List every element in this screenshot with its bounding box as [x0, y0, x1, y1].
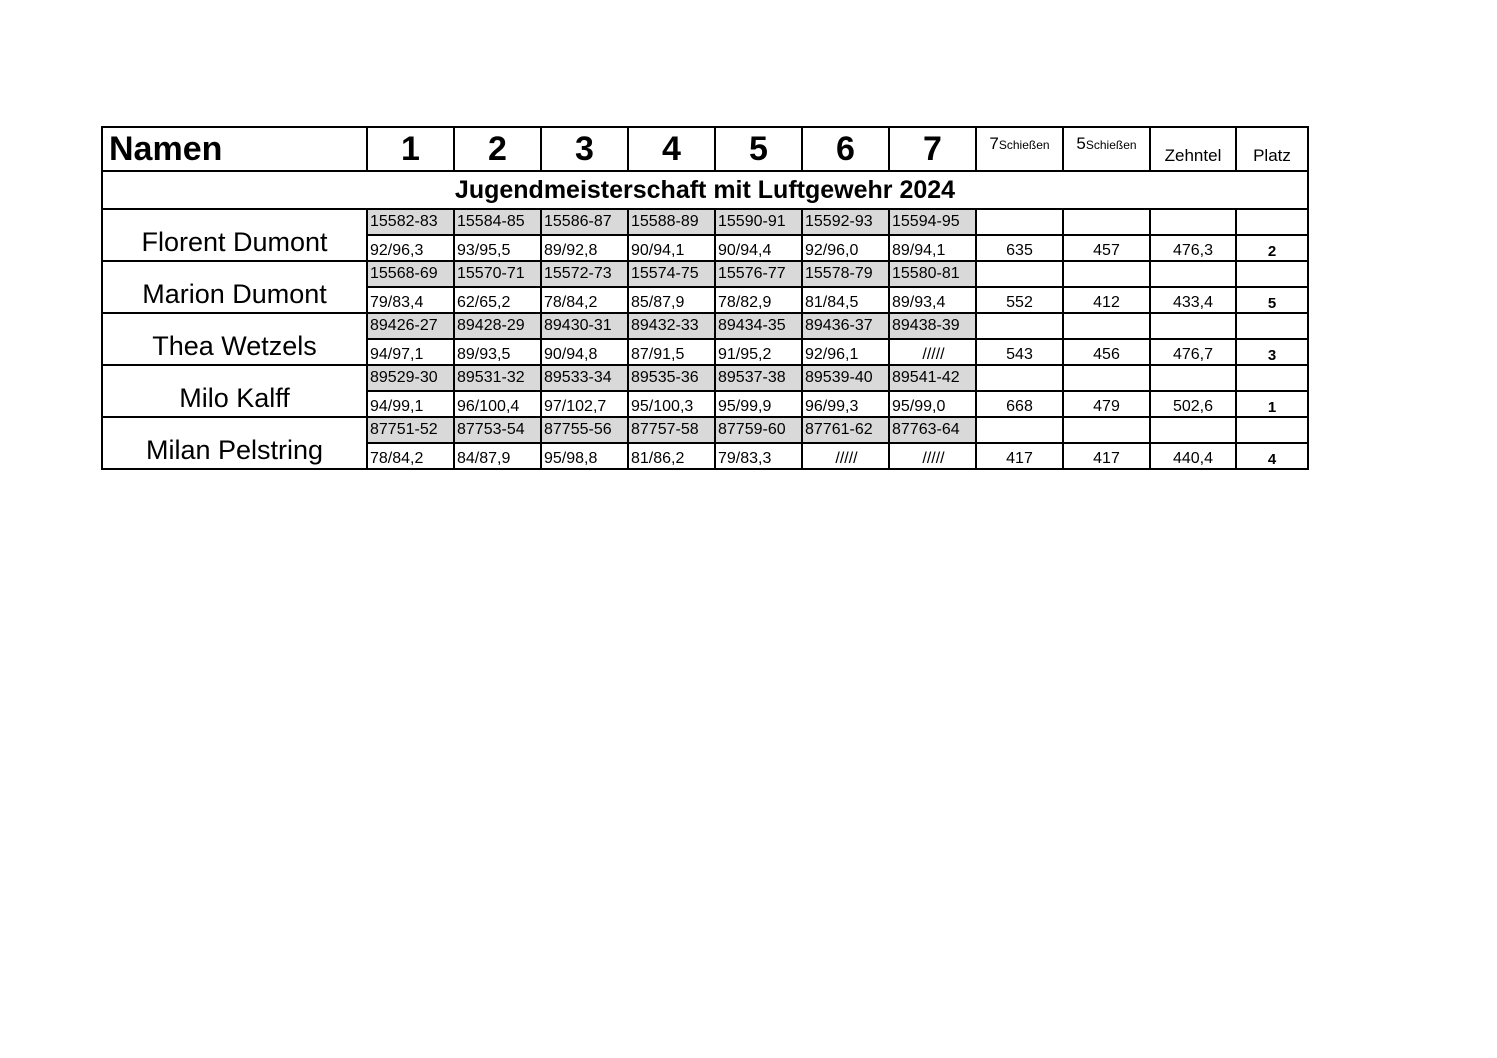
target-serial-cell: 87755-56 [541, 417, 628, 443]
score-cell: 84/87,9 [454, 443, 541, 469]
target-serial-cell: 15578-79 [802, 261, 889, 287]
score-cell: ///// [889, 443, 976, 469]
rank-cell: 5 [1236, 287, 1308, 313]
empty-cell [1150, 209, 1236, 235]
empty-cell [1236, 365, 1308, 391]
score-cell: 78/84,2 [367, 443, 454, 469]
names-header: Namen [102, 127, 367, 171]
target-serial-cell: 89430-31 [541, 313, 628, 339]
score-cell: 89/92,8 [541, 235, 628, 261]
empty-cell [1063, 261, 1150, 287]
round-6-header: 6 [802, 127, 889, 171]
score-cell: 95/98,8 [541, 443, 628, 469]
target-serial-cell: 89436-37 [802, 313, 889, 339]
participant-name: Thea Wetzels [102, 313, 367, 365]
empty-cell [976, 209, 1063, 235]
participant-name: Milo Kalff [102, 365, 367, 417]
seven-shootings-total: 417 [976, 443, 1063, 469]
target-serial-cell: 89539-40 [802, 365, 889, 391]
score-cell: 94/99,1 [367, 391, 454, 417]
score-cell: 90/94,1 [628, 235, 715, 261]
score-cell: 92/96,3 [367, 235, 454, 261]
five-shootings-total: 412 [1063, 287, 1150, 313]
target-serial-cell: 15572-73 [541, 261, 628, 287]
target-serial-cell: 15580-81 [889, 261, 976, 287]
score-cell: 96/100,4 [454, 391, 541, 417]
seven-shootings-total: 552 [976, 287, 1063, 313]
serial-row [102, 261, 1308, 287]
zehntel-total: 476,3 [1150, 235, 1236, 261]
rank-cell: 4 [1236, 443, 1308, 469]
five-shootings-total: 457 [1063, 235, 1150, 261]
score-cell: ///// [802, 443, 889, 469]
score-cell: 89/93,4 [889, 287, 976, 313]
target-serial-cell: 89531-32 [454, 365, 541, 391]
round-5-header: 5 [715, 127, 802, 171]
rank-cell: 3 [1236, 339, 1308, 365]
empty-cell [1236, 417, 1308, 443]
five-shootings-number: 5 [1076, 134, 1086, 153]
participant-name: Marion Dumont [102, 261, 367, 313]
target-serial-cell: 15576-77 [715, 261, 802, 287]
target-serial-cell: 87757-58 [628, 417, 715, 443]
round-3-header: 3 [541, 127, 628, 171]
seven-shootings-header [976, 127, 1063, 171]
score-cell: 91/95,2 [715, 339, 802, 365]
empty-cell [1063, 209, 1150, 235]
header-row [102, 127, 1308, 171]
target-serial-cell: 89432-33 [628, 313, 715, 339]
score-cell: 90/94,8 [541, 339, 628, 365]
score-cell: 78/84,2 [541, 287, 628, 313]
empty-cell [1150, 417, 1236, 443]
empty-cell [1236, 261, 1308, 287]
target-serial-cell: 87761-62 [802, 417, 889, 443]
serial-row [102, 313, 1308, 339]
score-cell: 96/99,3 [802, 391, 889, 417]
score-cell: 81/86,2 [628, 443, 715, 469]
empty-cell [976, 365, 1063, 391]
platz-header: Platz [1236, 127, 1308, 171]
zehntel-total: 502,6 [1150, 391, 1236, 417]
empty-cell [976, 417, 1063, 443]
round-1-header: 1 [367, 127, 454, 171]
empty-cell [1236, 313, 1308, 339]
target-serial-cell: 15594-95 [889, 209, 976, 235]
target-serial-cell: 89533-34 [541, 365, 628, 391]
table-title: Jugendmeisterschaft mit Luftgewehr 2024 [102, 171, 1308, 209]
rank-cell: 1 [1236, 391, 1308, 417]
empty-cell [1236, 209, 1308, 235]
round-4-header: 4 [628, 127, 715, 171]
target-serial-cell: 87751-52 [367, 417, 454, 443]
target-serial-cell: 15590-91 [715, 209, 802, 235]
target-serial-cell: 15582-83 [367, 209, 454, 235]
score-cell: 95/99,0 [889, 391, 976, 417]
target-serial-cell: 15588-89 [628, 209, 715, 235]
title-row [102, 171, 1308, 209]
score-cell: 95/100,3 [628, 391, 715, 417]
seven-shootings-total: 543 [976, 339, 1063, 365]
empty-cell [976, 261, 1063, 287]
seven-shootings-number: 7 [989, 134, 999, 153]
round-2-header: 2 [454, 127, 541, 171]
empty-cell [1063, 417, 1150, 443]
results-table [101, 126, 1309, 470]
empty-cell [1150, 313, 1236, 339]
empty-cell [1150, 365, 1236, 391]
score-cell: ///// [889, 339, 976, 365]
score-cell: 87/91,5 [628, 339, 715, 365]
target-serial-cell: 15586-87 [541, 209, 628, 235]
participant-name: Milan Pelstring [102, 417, 367, 469]
serial-row [102, 209, 1308, 235]
score-cell: 89/94,1 [889, 235, 976, 261]
score-cell: 89/93,5 [454, 339, 541, 365]
target-serial-cell: 89428-29 [454, 313, 541, 339]
zehntel-total: 440,4 [1150, 443, 1236, 469]
score-cell: 85/87,9 [628, 287, 715, 313]
zehntel-header: Zehntel [1150, 127, 1236, 171]
target-serial-cell: 87763-64 [889, 417, 976, 443]
participant-name: Florent Dumont [102, 209, 367, 261]
score-cell: 95/99,9 [715, 391, 802, 417]
target-serial-cell: 89426-27 [367, 313, 454, 339]
target-serial-cell: 89535-36 [628, 365, 715, 391]
five-shootings-word: Schießen [1085, 138, 1137, 152]
score-cell: 92/96,1 [802, 339, 889, 365]
empty-cell [1063, 313, 1150, 339]
score-cell: 79/83,3 [715, 443, 802, 469]
score-cell: 94/97,1 [367, 339, 454, 365]
target-serial-cell: 89529-30 [367, 365, 454, 391]
rank-cell: 2 [1236, 235, 1308, 261]
empty-cell [976, 313, 1063, 339]
score-cell: 78/82,9 [715, 287, 802, 313]
empty-cell [1150, 261, 1236, 287]
five-shootings-total: 417 [1063, 443, 1150, 469]
target-serial-cell: 87759-60 [715, 417, 802, 443]
round-7-header: 7 [889, 127, 976, 171]
five-shootings-total: 456 [1063, 339, 1150, 365]
target-serial-cell: 87753-54 [454, 417, 541, 443]
score-cell: 79/83,4 [367, 287, 454, 313]
results-body [102, 209, 1308, 469]
target-serial-cell: 15584-85 [454, 209, 541, 235]
score-cell: 81/84,5 [802, 287, 889, 313]
score-cell: 92/96,0 [802, 235, 889, 261]
score-cell: 93/95,5 [454, 235, 541, 261]
serial-row [102, 365, 1308, 391]
score-cell: 62/65,2 [454, 287, 541, 313]
five-shootings-header [1063, 127, 1150, 171]
zehntel-total: 433,4 [1150, 287, 1236, 313]
target-serial-cell: 15568-69 [367, 261, 454, 287]
seven-shootings-total: 635 [976, 235, 1063, 261]
target-serial-cell: 15592-93 [802, 209, 889, 235]
target-serial-cell: 15570-71 [454, 261, 541, 287]
target-serial-cell: 89434-35 [715, 313, 802, 339]
target-serial-cell: 89541-42 [889, 365, 976, 391]
five-shootings-total: 479 [1063, 391, 1150, 417]
target-serial-cell: 89438-39 [889, 313, 976, 339]
target-serial-cell: 15574-75 [628, 261, 715, 287]
seven-shootings-word: Schießen [998, 138, 1050, 152]
seven-shootings-total: 668 [976, 391, 1063, 417]
score-cell: 97/102,7 [541, 391, 628, 417]
serial-row [102, 417, 1308, 443]
empty-cell [1063, 365, 1150, 391]
zehntel-total: 476,7 [1150, 339, 1236, 365]
target-serial-cell: 89537-38 [715, 365, 802, 391]
score-cell: 90/94,4 [715, 235, 802, 261]
